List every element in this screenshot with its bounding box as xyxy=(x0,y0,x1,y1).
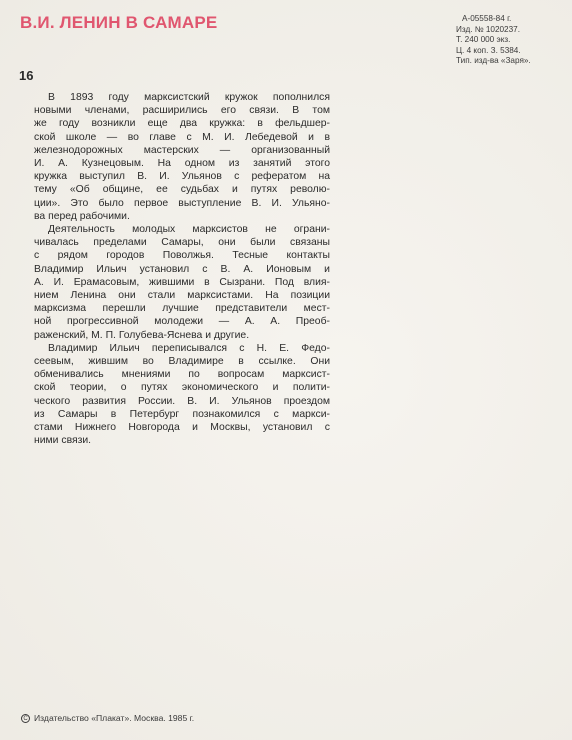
text-line: из Самары в Петербург познакомился с маркси- xyxy=(34,408,330,420)
text-line: ними связи. xyxy=(34,435,92,447)
copyright-icon: C xyxy=(21,714,30,723)
text-line: тему «Об общине, ее судьбах и путях револю- xyxy=(34,184,330,196)
series-title: В.И. ЛЕНИН В САМАРЕ xyxy=(20,13,218,32)
copyright-footer xyxy=(21,713,194,723)
text-line: ва перед рабочими. xyxy=(34,210,130,222)
text-line: А. И. Ерамасовым, жившими в Сызрани. Под влия- xyxy=(34,276,330,288)
text-line: новыми членами, расширились его связи. В том xyxy=(34,105,330,117)
text-line: железнодорожных мастерских — организованный xyxy=(34,144,330,156)
text-line: нием Ленина они стали марксистами. На позиции xyxy=(34,290,330,302)
paragraph-1 xyxy=(34,91,330,223)
imprint-line: Изд. № 1020237. xyxy=(456,24,520,34)
text-line: Владимир Ильич переписывался с Н. Е. Федо- xyxy=(48,342,330,354)
text-line: ции». Это было первое выступление В. И. Ульяно- xyxy=(34,197,330,209)
imprint-line: Ц. 4 коп. З. 5384. xyxy=(456,45,521,55)
body-text xyxy=(34,91,330,447)
page-number: 16 xyxy=(19,68,34,83)
text-line: раженский, М. П. Голубева-Яснева и другие. xyxy=(34,329,250,341)
text-line: ской школе — во главе с М. И. Лебедевой и в xyxy=(34,131,330,143)
text-line: кружка выступил В. И. Ульянов с рефератом на xyxy=(34,171,330,183)
text-line: сеевым, жившим во Владимире в ссылке. Они xyxy=(34,356,330,368)
imprint-line: А-05558-84 г. xyxy=(462,14,512,23)
text-line: с рядом городов Поволжья. Тесные контакты xyxy=(34,250,330,262)
text-line: Деятельность молодых марксистов не ограни- xyxy=(48,224,330,236)
text-line: ной прогрессивной молодежи — А. А. Преоб- xyxy=(34,316,330,328)
imprint-line: Тип. изд-ва «Заря». xyxy=(456,56,531,66)
imprint-block xyxy=(456,14,568,67)
text-line: марксизма перешли лучшие представители мест- xyxy=(34,303,330,315)
text-line: И. А. Кузнецовым. На одном из занятий этого xyxy=(34,158,330,170)
paragraph-3 xyxy=(34,342,330,448)
imprint-line: Т. 240 000 экз. xyxy=(456,35,511,45)
text-line: стами Нижнего Новгорода и Москвы, установил с xyxy=(34,422,330,434)
paragraph-2 xyxy=(34,223,330,342)
text-line: обменивались мнениями по вопросам марксист- xyxy=(34,369,330,381)
text-line: ской теории, о путях экономического и полити- xyxy=(34,382,330,394)
text-line: Владимир Ильич установил с В. А. Ионовым и xyxy=(34,263,330,275)
text-line: чивалась пределами Самары, они были связаны xyxy=(34,237,330,249)
text-line: ческого развития России. В. И. Ульянов проездом xyxy=(34,395,330,407)
copyright-text: Издательство «Плакат». Москва. 1985 г. xyxy=(34,713,195,723)
text-line: же году возникли еще два кружка: в фельдшер- xyxy=(34,118,330,130)
text-line: В 1893 году марксистский кружок пополнился xyxy=(48,92,330,103)
